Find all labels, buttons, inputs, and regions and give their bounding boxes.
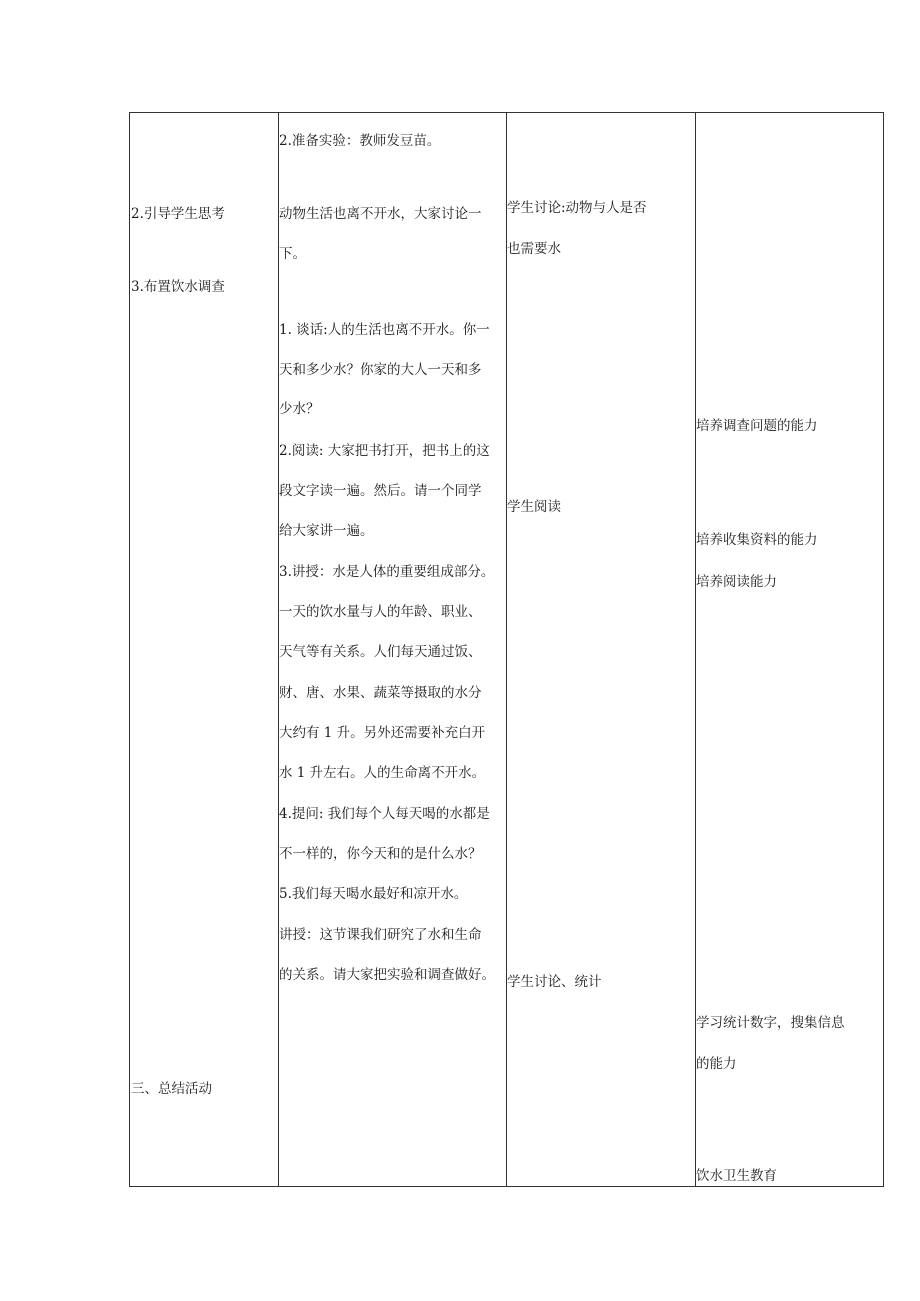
teacher-line: 的关系。请大家把实验和调查做好。 — [279, 967, 495, 983]
goal-reading: 培养阅读能力 — [696, 574, 777, 590]
teacher-line: 2.准备实验：教师发豆苗。 — [279, 133, 441, 149]
teacher-line: 段文字读一遍。然后。请一个同学 — [279, 483, 482, 499]
teacher-line: 水 1 升左右。人的生命离不开水。 — [279, 765, 486, 781]
teacher-line: 1. 谈话:人的生活也离不开水。你一 — [279, 322, 490, 338]
teacher-line: 5.我们每天喝水最好和凉开水。 — [279, 886, 468, 902]
teacher-line: 财、唐、水果、蔬菜等摄取的水分 — [279, 685, 482, 701]
student-reading: 学生阅读 — [507, 499, 561, 515]
teacher-line: 天和多少水？你家的大人一天和多 — [279, 362, 482, 378]
teacher-line: 讲授：这节课我们研究了水和生命 — [279, 927, 482, 943]
teacher-line: 大约有 1 升。另外还需要补充白开 — [279, 725, 486, 741]
goal-hygiene: 饮水卫生教育 — [696, 1168, 777, 1184]
goal-statistics-cont: 的能力 — [696, 1056, 737, 1072]
goal-collect: 培养收集资料的能力 — [696, 532, 818, 548]
teacher-line: 2.阅读: 大家把书打开，把书上的这 — [279, 443, 490, 459]
teacher-line: 4.提问: 我们每个人每天喝的水都是 — [279, 806, 490, 822]
step-guide-thinking: 2.引导学生思考 — [131, 206, 225, 222]
column-divider — [506, 113, 507, 1186]
teacher-line: 一天的饮水量与人的年龄、职业、 — [279, 604, 482, 620]
teacher-line: 下。 — [279, 246, 306, 262]
student-discussion: 学生讨论:动物与人是否 — [507, 200, 647, 216]
step-water-survey: 3.布置饮水调查 — [131, 279, 225, 295]
student-discussion-cont: 也需要水 — [507, 241, 561, 257]
teacher-line: 3.讲授：水是人体的重要组成部分。 — [279, 564, 495, 580]
teacher-line: 动物生活也离不开水，大家讨论一 — [279, 206, 482, 222]
goal-survey: 培养调查问题的能力 — [696, 418, 818, 434]
teacher-line: 不一样的，你今天和的是什么水？ — [279, 846, 482, 862]
teacher-line: 天气等有关系。人们每天通过饭、 — [279, 644, 482, 660]
teacher-line: 少水？ — [279, 401, 320, 417]
teacher-line: 给大家讲一遍。 — [279, 523, 374, 539]
student-statistics: 学生讨论、统计 — [507, 974, 602, 990]
goal-statistics: 学习统计数字，搜集信息 — [696, 1015, 845, 1031]
step-summary: 三、总结活动 — [131, 1081, 212, 1097]
